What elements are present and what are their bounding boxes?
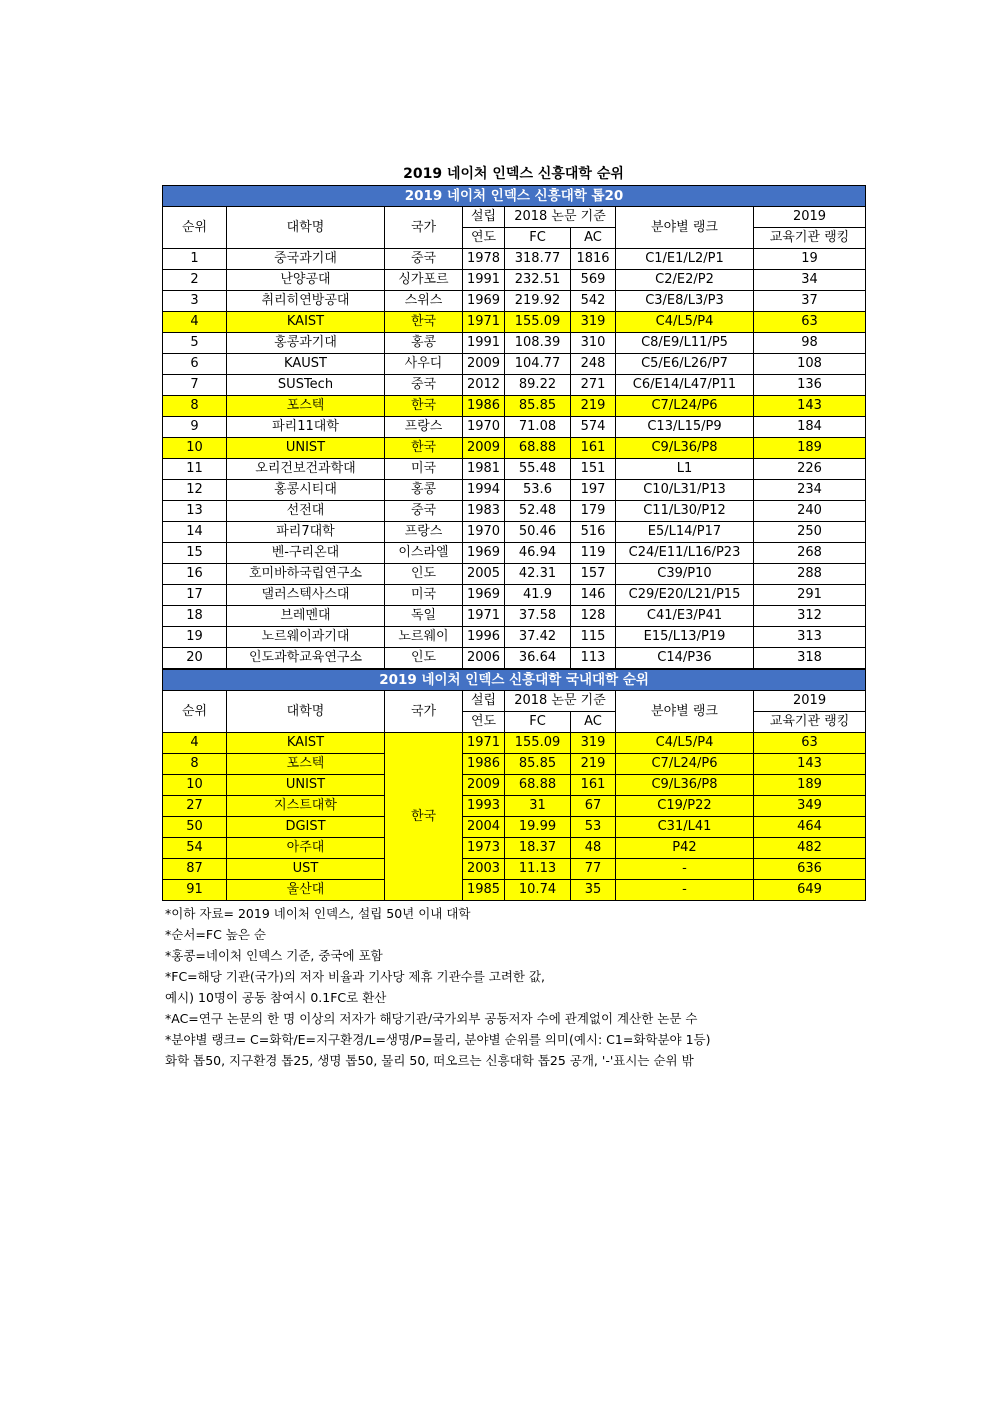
fc-cell: 52.48	[505, 501, 571, 522]
country-cell: 홍콩	[385, 333, 463, 354]
university-cell: UST	[227, 859, 385, 880]
university-cell: 홍콩시티대	[227, 480, 385, 501]
rank-cell: 20	[163, 648, 227, 669]
table-row	[163, 396, 866, 417]
table-row	[163, 291, 866, 312]
header-univ: 대학명	[227, 207, 385, 249]
rank-cell: 13	[163, 501, 227, 522]
rank-cell: 50	[163, 817, 227, 838]
ac-cell: 319	[571, 733, 616, 754]
header-founded-2: 연도	[463, 228, 505, 249]
footnotes	[165, 903, 865, 1071]
ac-cell: 161	[571, 438, 616, 459]
table-row	[163, 312, 866, 333]
table-row	[163, 417, 866, 438]
table-row	[163, 775, 866, 796]
header-ac: AC	[571, 228, 616, 249]
edu-ranking-cell: 291	[754, 585, 866, 606]
founded-year-cell: 2004	[463, 817, 505, 838]
rank-cell: 8	[163, 754, 227, 775]
country-cell: 한국	[385, 438, 463, 459]
fc-cell: 19.99	[505, 817, 571, 838]
fc-cell: 18.37	[505, 838, 571, 859]
ac-cell: 219	[571, 396, 616, 417]
edu-ranking-cell: 37	[754, 291, 866, 312]
university-cell: 난양공대	[227, 270, 385, 291]
rank-cell: 15	[163, 543, 227, 564]
field-rank-cell: C29/E20/L21/P15	[616, 585, 754, 606]
field-rank-cell: P42	[616, 838, 754, 859]
footnote-line: 예시) 10명이 공동 참여시 0.1FC로 환산	[165, 990, 387, 1005]
field-rank-cell: C9/L36/P8	[616, 438, 754, 459]
rank-cell: 9	[163, 417, 227, 438]
country-cell: 사우디	[385, 354, 463, 375]
fc-cell: 85.85	[505, 754, 571, 775]
field-rank-cell: C13/L15/P9	[616, 417, 754, 438]
fc-cell: 11.13	[505, 859, 571, 880]
ac-cell: 53	[571, 817, 616, 838]
table-row	[163, 606, 866, 627]
table-row	[163, 796, 866, 817]
table-row	[163, 585, 866, 606]
founded-year-cell: 1986	[463, 754, 505, 775]
edu-ranking-cell: 184	[754, 417, 866, 438]
rank-cell: 7	[163, 375, 227, 396]
edu-ranking-cell: 98	[754, 333, 866, 354]
rank-cell: 87	[163, 859, 227, 880]
ac-cell: 516	[571, 522, 616, 543]
founded-year-cell: 1970	[463, 417, 505, 438]
field-rank-cell: -	[616, 880, 754, 901]
university-cell: 브레멘대	[227, 606, 385, 627]
table-row	[163, 270, 866, 291]
rank-cell: 10	[163, 438, 227, 459]
fc-cell: 85.85	[505, 396, 571, 417]
university-cell: 포스텍	[227, 396, 385, 417]
field-rank-cell: C14/P36	[616, 648, 754, 669]
founded-year-cell: 2009	[463, 354, 505, 375]
footnote-line: *홍콩=네이처 인덱스 기준, 중국에 포함	[165, 948, 383, 963]
fc-cell: 36.64	[505, 648, 571, 669]
header-ac: AC	[571, 712, 616, 733]
field-rank-cell: C41/E3/P41	[616, 606, 754, 627]
fc-cell: 155.09	[505, 312, 571, 333]
field-rank-cell: E15/L13/P19	[616, 627, 754, 648]
fc-cell: 68.88	[505, 438, 571, 459]
fc-cell: 42.31	[505, 564, 571, 585]
university-cell: 댈러스텍사스대	[227, 585, 385, 606]
header-fc: FC	[505, 712, 571, 733]
field-rank-cell: C11/L30/P12	[616, 501, 754, 522]
top20-table	[162, 185, 866, 669]
table-row	[163, 522, 866, 543]
rank-cell: 2	[163, 270, 227, 291]
edu-ranking-cell: 288	[754, 564, 866, 585]
table-row	[163, 627, 866, 648]
ac-cell: 219	[571, 754, 616, 775]
table-row	[163, 438, 866, 459]
table-row	[163, 838, 866, 859]
field-rank-cell: C7/L24/P6	[616, 396, 754, 417]
rank-cell: 16	[163, 564, 227, 585]
edu-ranking-cell: 268	[754, 543, 866, 564]
university-cell: 인도과학교육연구소	[227, 648, 385, 669]
edu-ranking-cell: 19	[754, 249, 866, 270]
founded-year-cell: 2009	[463, 775, 505, 796]
header-edu-1: 2019	[754, 207, 866, 228]
field-rank-cell: C31/L41	[616, 817, 754, 838]
edu-ranking-cell: 318	[754, 648, 866, 669]
ac-cell: 310	[571, 333, 616, 354]
fc-cell: 37.42	[505, 627, 571, 648]
rank-cell: 91	[163, 880, 227, 901]
founded-year-cell: 1973	[463, 838, 505, 859]
table-row	[163, 880, 866, 901]
country-cell: 한국	[385, 312, 463, 333]
founded-year-cell: 1986	[463, 396, 505, 417]
ac-cell: 157	[571, 564, 616, 585]
table-row	[163, 754, 866, 775]
ac-cell: 248	[571, 354, 616, 375]
header-univ: 대학명	[227, 691, 385, 733]
field-rank-cell: C9/L36/P8	[616, 775, 754, 796]
header-paper: 2018 논문 기준	[505, 207, 616, 228]
rank-cell: 8	[163, 396, 227, 417]
table-row	[163, 249, 866, 270]
country-cell: 프랑스	[385, 417, 463, 438]
university-cell: 취리히연방공대	[227, 291, 385, 312]
field-rank-cell: C6/E14/L47/P11	[616, 375, 754, 396]
founded-year-cell: 1991	[463, 270, 505, 291]
ac-cell: 179	[571, 501, 616, 522]
rank-cell: 54	[163, 838, 227, 859]
edu-ranking-cell: 189	[754, 438, 866, 459]
field-rank-cell: C5/E6/L26/P7	[616, 354, 754, 375]
rank-cell: 17	[163, 585, 227, 606]
fc-cell: 232.51	[505, 270, 571, 291]
rank-cell: 27	[163, 796, 227, 817]
edu-ranking-cell: 636	[754, 859, 866, 880]
country-cell: 싱가포르	[385, 270, 463, 291]
university-cell: SUSTech	[227, 375, 385, 396]
ac-cell: 146	[571, 585, 616, 606]
ac-cell: 115	[571, 627, 616, 648]
founded-year-cell: 2009	[463, 438, 505, 459]
ac-cell: 542	[571, 291, 616, 312]
edu-ranking-cell: 136	[754, 375, 866, 396]
country-cell: 인도	[385, 564, 463, 585]
header-rank: 순위	[163, 207, 227, 249]
ac-cell: 197	[571, 480, 616, 501]
header-country: 국가	[385, 691, 463, 733]
university-cell: UNIST	[227, 438, 385, 459]
table-row	[163, 733, 866, 754]
table-row	[163, 501, 866, 522]
footnote-line: *이하 자료= 2019 네이처 인덱스, 설립 50년 이내 대학	[165, 906, 471, 921]
ac-cell: 119	[571, 543, 616, 564]
country-cell: 이스라엘	[385, 543, 463, 564]
edu-ranking-cell: 108	[754, 354, 866, 375]
founded-year-cell: 1971	[463, 606, 505, 627]
page-title: 2019 네이처 인덱스 신흥대학 순위	[403, 166, 624, 182]
edu-ranking-cell: 143	[754, 396, 866, 417]
field-rank-cell: C1/E1/L2/P1	[616, 249, 754, 270]
university-cell: 파리7대학	[227, 522, 385, 543]
header-paper: 2018 논문 기준	[505, 691, 616, 712]
country-cell: 노르웨이	[385, 627, 463, 648]
top20-band: 2019 네이처 인덱스 신흥대학 톱20	[163, 186, 866, 207]
country-cell: 인도	[385, 648, 463, 669]
header-country: 국가	[385, 207, 463, 249]
field-rank-cell: C24/E11/L16/P23	[616, 543, 754, 564]
founded-year-cell: 2003	[463, 859, 505, 880]
founded-year-cell: 1969	[463, 543, 505, 564]
field-rank-cell: C3/E8/L3/P3	[616, 291, 754, 312]
fc-cell: 10.74	[505, 880, 571, 901]
founded-year-cell: 1969	[463, 585, 505, 606]
table-row	[163, 859, 866, 880]
country-cell: 미국	[385, 585, 463, 606]
country-cell: 스위스	[385, 291, 463, 312]
university-cell: UNIST	[227, 775, 385, 796]
founded-year-cell: 1985	[463, 880, 505, 901]
ac-cell: 271	[571, 375, 616, 396]
country-cell-merged: 한국	[385, 733, 463, 901]
rank-cell: 11	[163, 459, 227, 480]
rank-cell: 6	[163, 354, 227, 375]
table-row	[163, 375, 866, 396]
domestic-table	[162, 669, 866, 901]
header-field: 분야별 랭크	[616, 691, 754, 733]
founded-year-cell: 2006	[463, 648, 505, 669]
edu-ranking-cell: 312	[754, 606, 866, 627]
ac-cell: 35	[571, 880, 616, 901]
rank-cell: 12	[163, 480, 227, 501]
founded-year-cell: 1971	[463, 733, 505, 754]
header-founded-2: 연도	[463, 712, 505, 733]
ac-cell: 151	[571, 459, 616, 480]
edu-ranking-cell: 240	[754, 501, 866, 522]
ac-cell: 569	[571, 270, 616, 291]
footnote-line: *AC=연구 논문의 한 명 이상의 저자가 해당기관/국가외부 공동저자 수에 관계없이 계산한 논문 수	[165, 1011, 698, 1026]
fc-cell: 108.39	[505, 333, 571, 354]
field-rank-cell: L1	[616, 459, 754, 480]
table-row	[163, 459, 866, 480]
edu-ranking-cell: 649	[754, 880, 866, 901]
rank-cell: 5	[163, 333, 227, 354]
country-cell: 중국	[385, 249, 463, 270]
rank-cell: 18	[163, 606, 227, 627]
founded-year-cell: 1994	[463, 480, 505, 501]
university-cell: 호미바하국립연구소	[227, 564, 385, 585]
domestic-header-row	[163, 691, 866, 712]
header-row	[163, 207, 866, 228]
fc-cell: 89.22	[505, 375, 571, 396]
ac-cell: 1816	[571, 249, 616, 270]
fc-cell: 37.58	[505, 606, 571, 627]
table-row	[163, 354, 866, 375]
field-rank-cell: C4/L5/P4	[616, 733, 754, 754]
university-cell: 중국과기대	[227, 249, 385, 270]
edu-ranking-cell: 34	[754, 270, 866, 291]
university-cell: KAIST	[227, 312, 385, 333]
founded-year-cell: 1978	[463, 249, 505, 270]
field-rank-cell: C39/P10	[616, 564, 754, 585]
edu-ranking-cell: 313	[754, 627, 866, 648]
table-row	[163, 480, 866, 501]
founded-year-cell: 2005	[463, 564, 505, 585]
rank-cell: 4	[163, 312, 227, 333]
fc-cell: 55.48	[505, 459, 571, 480]
domestic-band-row	[163, 670, 866, 691]
ac-cell: 67	[571, 796, 616, 817]
country-cell: 중국	[385, 375, 463, 396]
university-cell: KAUST	[227, 354, 385, 375]
rank-cell: 10	[163, 775, 227, 796]
table-row	[163, 543, 866, 564]
rank-cell: 1	[163, 249, 227, 270]
university-cell: 벤-구리온대	[227, 543, 385, 564]
edu-ranking-cell: 234	[754, 480, 866, 501]
country-cell: 프랑스	[385, 522, 463, 543]
edu-ranking-cell: 464	[754, 817, 866, 838]
fc-cell: 68.88	[505, 775, 571, 796]
university-cell: 포스텍	[227, 754, 385, 775]
edu-ranking-cell: 482	[754, 838, 866, 859]
ac-cell: 128	[571, 606, 616, 627]
founded-year-cell: 1970	[463, 522, 505, 543]
country-cell: 홍콩	[385, 480, 463, 501]
footnote-line: *분야별 랭크= C=화학/E=지구환경/L=생명/P=물리, 분야별 순위를 의미(예시: C1=화학분야 1등)	[165, 1032, 711, 1047]
edu-ranking-cell: 226	[754, 459, 866, 480]
founded-year-cell: 1971	[463, 312, 505, 333]
ac-cell: 77	[571, 859, 616, 880]
fc-cell: 31	[505, 796, 571, 817]
field-rank-cell: -	[616, 859, 754, 880]
founded-year-cell: 1996	[463, 627, 505, 648]
fc-cell: 71.08	[505, 417, 571, 438]
footnote-line: *순서=FC 높은 순	[165, 927, 266, 942]
header-edu-2: 교육기관 랭킹	[754, 228, 866, 249]
founded-year-cell: 1981	[463, 459, 505, 480]
rank-cell: 3	[163, 291, 227, 312]
table-row	[163, 333, 866, 354]
field-rank-cell: C2/E2/P2	[616, 270, 754, 291]
fc-cell: 219.92	[505, 291, 571, 312]
ac-cell: 161	[571, 775, 616, 796]
field-rank-cell: C8/E9/L11/P5	[616, 333, 754, 354]
field-rank-cell: C19/P22	[616, 796, 754, 817]
field-rank-cell: C7/L24/P6	[616, 754, 754, 775]
university-cell: 지스트대학	[227, 796, 385, 817]
header-founded-1: 설립	[463, 691, 505, 712]
university-cell: KAIST	[227, 733, 385, 754]
edu-ranking-cell: 63	[754, 312, 866, 333]
header-edu-1: 2019	[754, 691, 866, 712]
domestic-band: 2019 네이처 인덱스 신흥대학 국내대학 순위	[163, 670, 866, 691]
ac-cell: 48	[571, 838, 616, 859]
footnote-line: *FC=해당 기관(국가)의 저자 비율과 기사당 제휴 기관수를 고려한 값,	[165, 969, 546, 984]
founded-year-cell: 1969	[463, 291, 505, 312]
founded-year-cell: 1991	[463, 333, 505, 354]
fc-cell: 104.77	[505, 354, 571, 375]
fc-cell: 53.6	[505, 480, 571, 501]
header-founded-1: 설립	[463, 207, 505, 228]
ac-cell: 574	[571, 417, 616, 438]
ac-cell: 113	[571, 648, 616, 669]
university-cell: DGIST	[227, 817, 385, 838]
university-cell: 선전대	[227, 501, 385, 522]
edu-ranking-cell: 143	[754, 754, 866, 775]
country-cell: 중국	[385, 501, 463, 522]
rank-cell: 14	[163, 522, 227, 543]
country-cell: 독일	[385, 606, 463, 627]
fc-cell: 41.9	[505, 585, 571, 606]
header-fc: FC	[505, 228, 571, 249]
university-cell: 울산대	[227, 880, 385, 901]
university-cell: 홍콩과기대	[227, 333, 385, 354]
country-cell: 한국	[385, 396, 463, 417]
founded-year-cell: 2012	[463, 375, 505, 396]
edu-ranking-cell: 63	[754, 733, 866, 754]
fc-cell: 318.77	[505, 249, 571, 270]
top20-band-row	[163, 186, 866, 207]
university-cell: 파리11대학	[227, 417, 385, 438]
header-edu-2: 교육기관 랭킹	[754, 712, 866, 733]
fc-cell: 50.46	[505, 522, 571, 543]
founded-year-cell: 1993	[463, 796, 505, 817]
header-rank: 순위	[163, 691, 227, 733]
university-cell: 오리건보건과학대	[227, 459, 385, 480]
founded-year-cell: 1983	[463, 501, 505, 522]
university-cell: 아주대	[227, 838, 385, 859]
rank-cell: 19	[163, 627, 227, 648]
fc-cell: 46.94	[505, 543, 571, 564]
footnote-line: 화학 톱50, 지구환경 톱25, 생명 톱50, 물리 50, 떠오르는 신흥대학 톱25 공개, '-'표시는 순위 밖	[165, 1053, 694, 1068]
table-row	[163, 817, 866, 838]
table-row	[163, 564, 866, 585]
country-cell: 미국	[385, 459, 463, 480]
table-row	[163, 648, 866, 669]
edu-ranking-cell: 250	[754, 522, 866, 543]
edu-ranking-cell: 349	[754, 796, 866, 817]
university-cell: 노르웨이과기대	[227, 627, 385, 648]
header-field: 분야별 랭크	[616, 207, 754, 249]
edu-ranking-cell: 189	[754, 775, 866, 796]
field-rank-cell: C4/L5/P4	[616, 312, 754, 333]
field-rank-cell: E5/L14/P17	[616, 522, 754, 543]
ac-cell: 319	[571, 312, 616, 333]
fc-cell: 155.09	[505, 733, 571, 754]
rank-cell: 4	[163, 733, 227, 754]
field-rank-cell: C10/L31/P13	[616, 480, 754, 501]
